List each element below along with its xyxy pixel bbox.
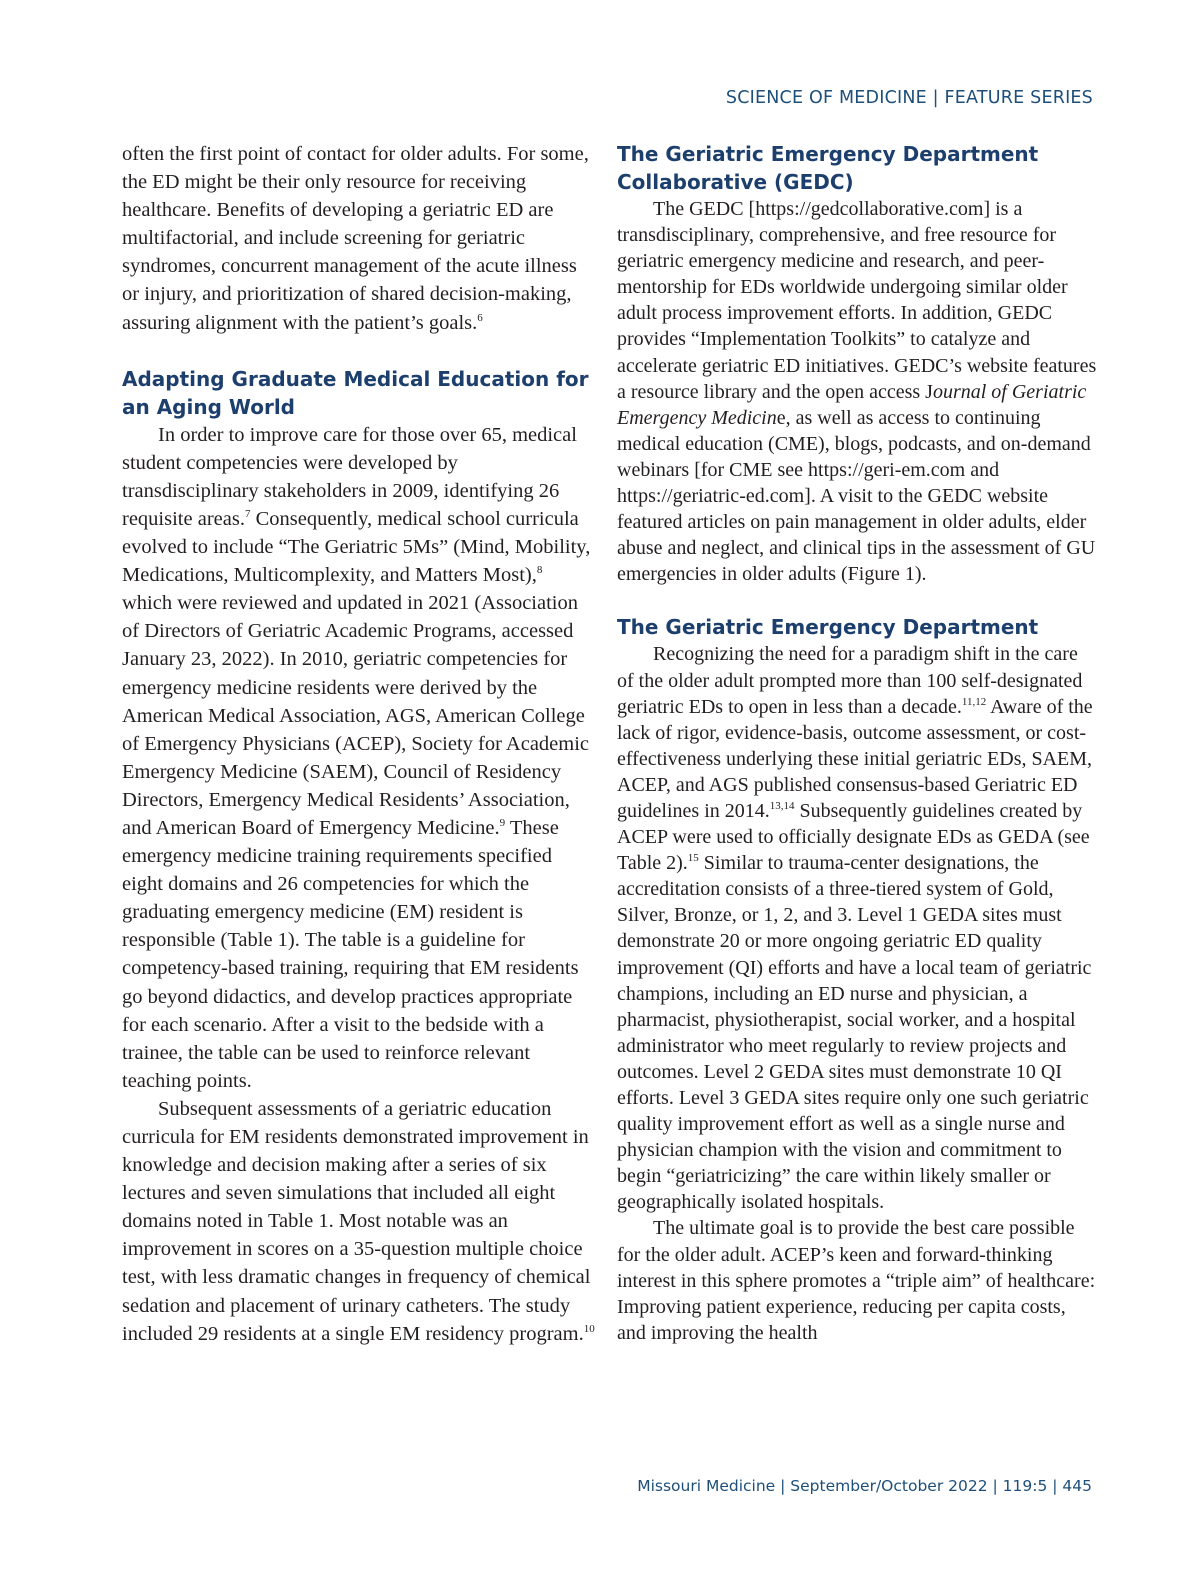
paragraph-text: Subsequent assessments of a geriatric education curricula for EM residents demonstrated improvement in knowledge and decision making after a series of six lectures and seven simulations that included all eight domains noted in Table 1. Most notable was an improvement in scores on a 35-question multiple choice test, with less dramatic changes in frequency of chemical sedation and placement of urinary catheters. The study included 29 residents at a single EM residency program. [122, 1097, 591, 1345]
paragraph-geda [617, 641, 1097, 1215]
reference-marker: 15 [687, 852, 699, 865]
paragraph-text: Recognizing the need for a paradigm shift in the care of the older adult prompted more than 100 self-designated geriatric EDs to open in less than a decade. [617, 643, 1083, 718]
reference-marker: 7 [244, 507, 251, 520]
journal-title: ournal of Geriatric Emergency Medicin [617, 380, 1087, 429]
paragraph-assessments [122, 1095, 596, 1348]
paragraph-text: These emergency medicine training requirements specified eight domains and 26 competencies for which the graduating emergency medicine (EM) resident is responsible (Table 1). The table is a guideline for competency-based training, requiring that EM residents go beyond didactics, and develop practices appropriate for each scenario. After a visit to the bedside with a trainee, the table can be used to reinforce relevant teaching points. [122, 816, 579, 1092]
section-heading-gedc: The Geriatric Emergency Department Collaborative (GEDC) [617, 142, 1039, 194]
left-column [122, 140, 596, 1348]
paragraph-intro [122, 140, 596, 337]
paragraph-gedc [617, 196, 1097, 587]
paragraph-text: often the first point of contact for older adults. For some, the ED might be their only resource for receiving healthcare. Benefits of developing a geriatric ED are multifactorial, and include screening for geriatric syndromes, concurrent management of the acute illness or injury, and prioritization of shared decision-making, assuring alignment with the patient’s goals. [122, 143, 589, 334]
reference-marker: 9 [499, 816, 506, 829]
paragraph-text: The ultimate goal is to provide the best care possible for the older adult. ACEP’s keen and forward-thinking interest in this sphere promotes a “triple aim” of healthcare: Improving patient experience, reducing per capita costs, and improving the health [617, 1217, 1096, 1344]
paragraph-text: Aware of the lack of rigor, evidence-basis, outcome assessment, or cost-effectiveness underlying these initial geriatric EDs, SAEM, ACEP, and AGS published consensus-based Geriatric ED guidelines in 2014. [617, 695, 1093, 822]
paragraph-text: Subsequently guidelines created by ACEP were used to officially designate EDs as GEDA (see Table 2). [617, 799, 1090, 875]
page-footer: Missouri Medicine | September/October 2022 | 119:5 | 445 [637, 1477, 1092, 1495]
paragraph-ultimate-goal [617, 1215, 1097, 1345]
paragraph-competencies [122, 421, 596, 1095]
section-heading-geriatric-ed: The Geriatric Emergency Department [617, 615, 1039, 640]
reference-marker: 10 [583, 1322, 595, 1335]
reference-marker: 11,12 [961, 695, 987, 708]
paragraph-text: The GEDC [https://gedcollaborative.com] is a transdisciplinary, comprehensive, and free resource for geriatric emergency medicine and research, and peer-mentorship for EDs worldwide undergoing similar older adult process improvement efforts. In addition, GEDC provides “Implementation Toolkits” to catalyze and accelerate geriatric ED initiatives. GEDC’s website features a resource library and the open access J [617, 198, 1097, 403]
right-column [617, 140, 1097, 1346]
paragraph-text: Consequently, medical school curricula evolved to include “The Geriatric 5Ms” (Mind, Mobility, Medications, Multicomplexity, and Matters Most), [122, 507, 591, 587]
section-heading-adapting-gme: Adapting Graduate Medical Education for an Aging World [122, 366, 589, 419]
reference-marker: 8 [536, 564, 543, 577]
paragraph-text: e, as well as access to continuing medical education (CME), blogs, podcasts, and on-demand webinars [for CME see https://geri-em.com and https://geriatric-ed.com]. A visit to the GEDC website featured articles on pain management in older adults, elder abuse and neglect, and clinical tips in the assessment of GU emergencies in older adults (Figure 1). [617, 406, 1096, 586]
paragraph-text: In order to improve care for those over 65, medical student competencies were developed by transdisciplinary stakeholders in 2009, identifying 26 requisite areas. [122, 423, 577, 530]
reference-marker: 13,14 [769, 799, 795, 812]
running-head: SCIENCE OF MEDICINE | FEATURE SERIES [725, 88, 1093, 108]
reference-marker: 6 [477, 311, 483, 324]
paragraph-text: which were reviewed and updated in 2021 (Association of Directors of Geriatric Academic Programs, accessed January 23, 2022). In 2010, geriatric competencies for emergency medicine residents were derived by the American Medical Association, AGS, American College of Emergency Physicians (ACEP), Society for Academic Emergency Medicine (SAEM), Council of Residency Directors, Emergency Medical Residents’ Association, and American Board of Emergency Medicine. [122, 592, 590, 839]
paragraph-text: Similar to trauma-center designations, the accreditation consists of a three-tiered system of Gold, Silver, Bronze, or 1, 2, and 3. Level 1 GEDA sites must demonstrate 20 or more ongoing geriatric ED quality improvement (QI) efforts and have a local team of geriatric champions, including an ED nurse and physician, a pharmacist, physiotherapist, social worker, and a hospital administrator who meet regularly to review projects and outcomes. Level 2 GEDA sites must demonstrate 10 QI efforts. Level 3 GEDA sites require only one such geriatric quality improvement effort as well as a single nurse and physician champion with the vision and commitment to begin “geriatricizing” the care within likely smaller or geographically isolated hospitals. [617, 852, 1092, 1214]
